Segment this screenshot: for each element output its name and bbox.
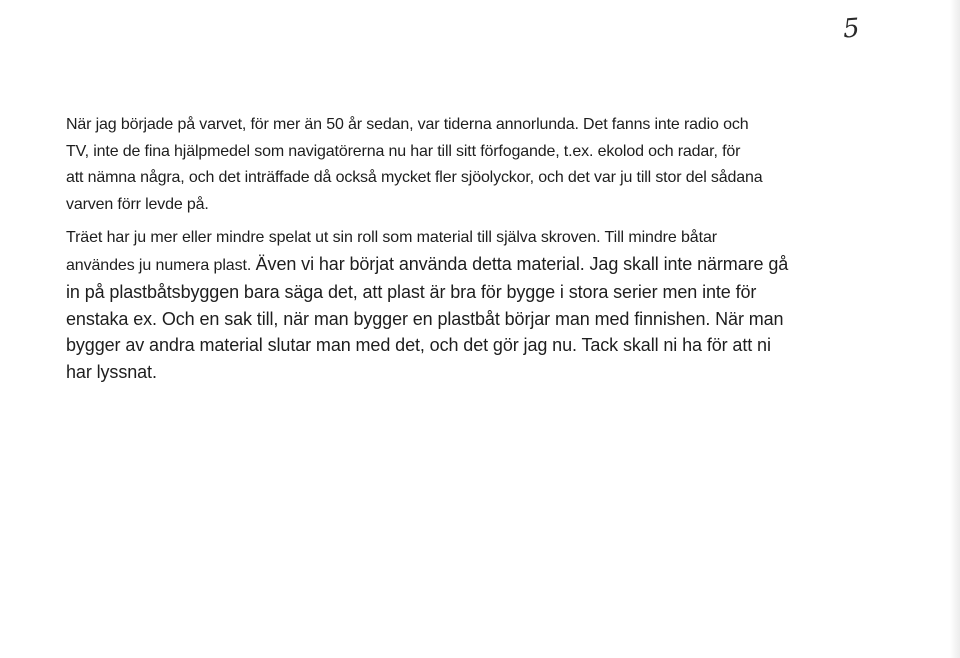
paragraph-line: bygger av andra material slutar man med det, och det gör jag nu. Tack skall ni ha för att ni	[66, 335, 771, 355]
paragraph-line-mixed	[66, 251, 826, 279]
paragraph-line: När jag började på varvet, för mer än 50 år sedan, var tiderna annorlunda. Det fanns inte radio och	[66, 116, 749, 133]
paragraph-line: TV, inte de fina hjälpmedel som navigatörerna nu har till sitt förfogande, t.ex. ekolod och radar, för	[66, 142, 741, 160]
paragraph-line: enstaka ex. Och en sak till, när man bygger en plastbåt börjar man med finnishen. När man	[66, 308, 784, 329]
paragraph-line: har lyssnat.	[66, 361, 157, 382]
paragraph-line: att nämna några, och det inträffade då också mycket fler sjöolyckor, och det var ju till stor del sådana	[66, 169, 763, 186]
paragraph-line: varven förr levde på.	[66, 195, 209, 213]
paragraph-1	[66, 112, 806, 218]
scan-edge-shadow	[950, 0, 960, 658]
paragraph-2	[66, 225, 826, 385]
paragraph-line: Träet har ju mer eller mindre spelat ut sin roll som material till själva skroven. Till mindre båtar	[66, 229, 717, 246]
paragraph-line: in på plastbåtsbyggen bara säga det, att plast är bra för bygge i stora serier men inte för	[66, 282, 757, 302]
paragraph-line-segment: användes ju numera plast.	[66, 257, 252, 274]
page-number: 5	[841, 13, 861, 45]
paragraph-line-segment: Även vi har börjat använda detta material. Jag skall inte närmare gå	[255, 254, 789, 274]
